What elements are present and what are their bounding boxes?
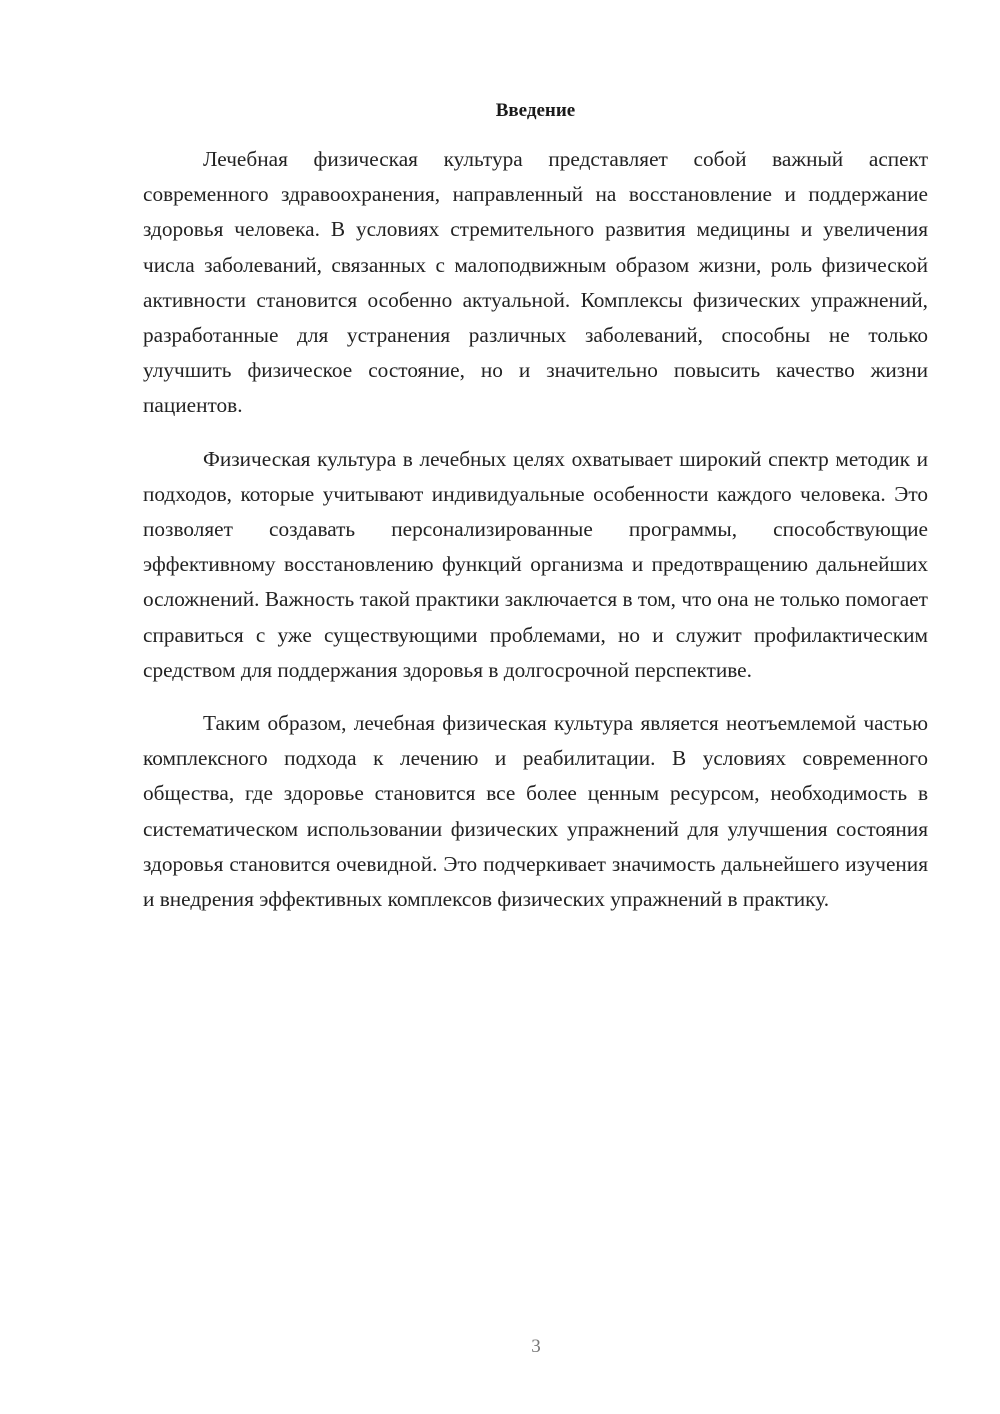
page-number: 3 <box>531 1336 541 1357</box>
paragraph: Таким образом, лечебная физическая культура является неотъемлемой частью комплексного подхода к лечению и реабилитации. В условиях современного общества, где здоровье становится все более ценным ресурсом, необходимость в систематическом использовании физических упражнений для улучшения состояния здоровья становится очевидной. Это подчеркивает значимость дальнейшего изучения и внедрения эффективных комплексов физических упражнений в практику. <box>143 711 928 912</box>
section-heading: Введение <box>495 100 576 121</box>
body-text <box>143 142 928 935</box>
paragraph: Лечебная физическая культура представляет собой важный аспект современного здравоохранения, направленный на восстановление и поддержание здоровья человека. В условиях стремительного развития медицины и увеличения числа заболеваний, связанных с малоподвижным образом жизни, роль физической активности становится особенно актуальной. Комплексы физических упражнений, разработанные для устранения различных заболеваний, способны не только улучшить физическое состояние, но и значительно повысить качество жизни пациентов. <box>143 147 928 418</box>
paragraph: Физическая культура в лечебных целях охватывает широкий спектр методик и подходов, которые учитывают индивидуальные особенности каждого человека. Это позволяет создавать персонализированные программы, способствующие эффективному восстановлению функций организма и предотвращению дальнейших осложнений. Важность такой практики заключается в том, что она не только помогает справиться с уже существующими проблемами, но и служит профилактическим средством для поддержания здоровья в долгосрочной перспективе. <box>143 446 928 682</box>
